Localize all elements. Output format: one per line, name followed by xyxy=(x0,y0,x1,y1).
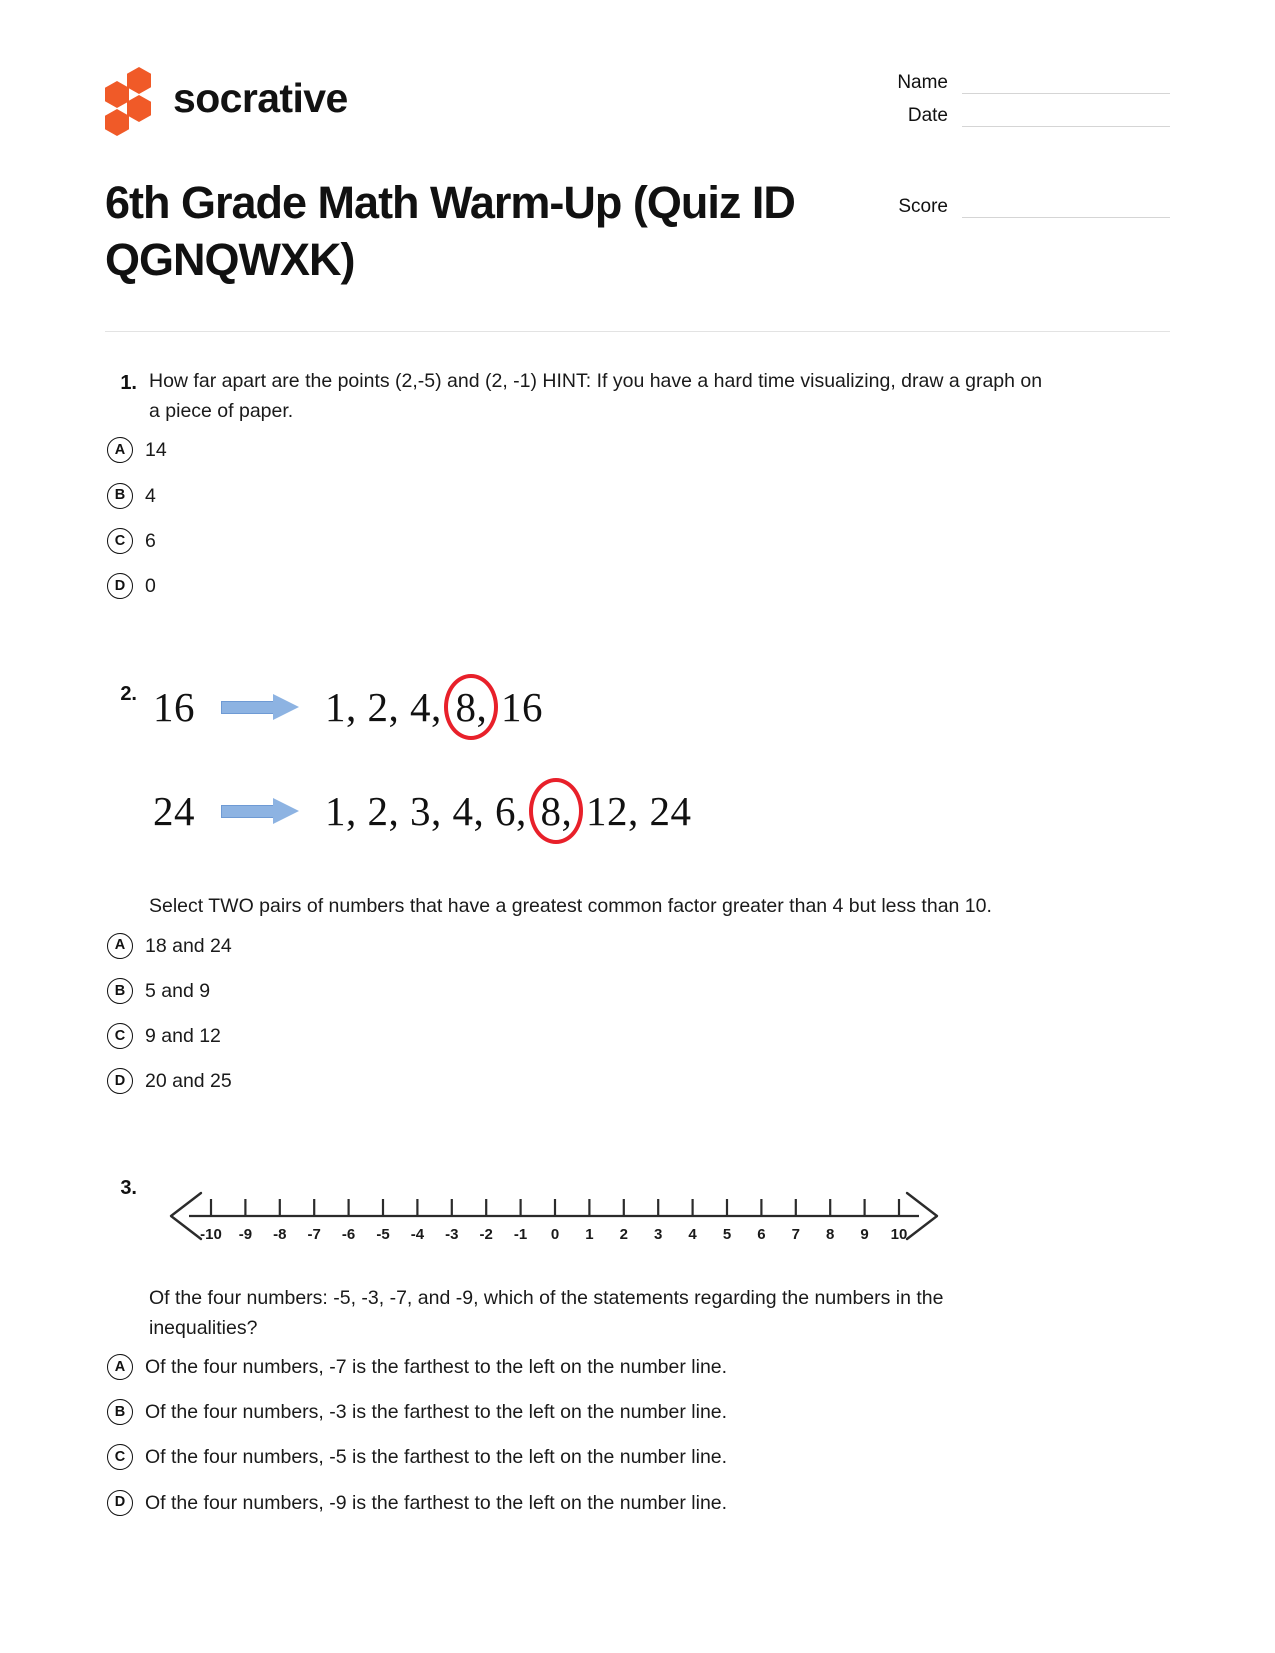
number-line-tick-label: 8 xyxy=(826,1225,835,1243)
number-line-tick-label: -1 xyxy=(513,1225,528,1243)
choice-label-c: Of the four numbers, -5 is the farthest to the left on the number line. xyxy=(145,1446,728,1469)
number-line-tick-label: 6 xyxy=(757,1225,766,1243)
number-line-tick-label: -5 xyxy=(376,1225,390,1243)
choice-c[interactable] xyxy=(107,1443,1170,1472)
factor-row-24 xyxy=(153,787,1170,835)
score-input-line[interactable] xyxy=(962,198,1170,218)
question-3 xyxy=(105,1171,1170,1534)
date-label: Date xyxy=(907,104,948,126)
number-line-tick-label: -9 xyxy=(238,1225,253,1243)
name-row xyxy=(850,73,1170,94)
number-line-tick-label: -10 xyxy=(200,1225,222,1243)
number-line-tick-label: -2 xyxy=(479,1225,493,1243)
question-2 xyxy=(105,677,1170,1112)
number-line-tick-label: -6 xyxy=(341,1225,356,1243)
question-text: How far apart are the points (2,-5) and (2, -1) HINT: If you have a hard time visualizing, draw a graph on a piece of paper. xyxy=(149,369,1043,423)
socrative-hexagons-icon xyxy=(105,67,159,129)
choice-bubble-c[interactable]: C xyxy=(107,528,133,554)
hexagon-icon xyxy=(127,67,151,94)
choice-c[interactable] xyxy=(107,527,1170,556)
hexagon-icon xyxy=(105,109,129,136)
choice-bubble-c[interactable]: C xyxy=(107,1444,133,1470)
choices-list xyxy=(114,1353,1170,1518)
choice-label-b: Of the four numbers, -3 is the farthest to the left on the number line. xyxy=(145,1401,728,1424)
number-line-svg xyxy=(159,1171,949,1261)
choice-label-c: 9 and 12 xyxy=(145,1025,221,1048)
choice-bubble-a[interactable]: A xyxy=(107,1354,133,1380)
choice-d[interactable] xyxy=(107,1067,1170,1096)
choice-label-b: 4 xyxy=(145,484,156,507)
choice-bubble-a[interactable]: A xyxy=(107,933,133,959)
number-line-tick-label: -3 xyxy=(445,1225,459,1243)
number-line-tick-label: 3 xyxy=(654,1225,663,1243)
choice-label-a: Of the four numbers, -7 is the farthest to the left on the number line. xyxy=(145,1355,728,1378)
choice-b[interactable] xyxy=(107,977,1170,1006)
choice-a[interactable] xyxy=(107,932,1170,961)
factors-after: 16 xyxy=(501,684,543,731)
date-input-line[interactable] xyxy=(962,107,1170,127)
score-row xyxy=(850,197,1170,218)
choice-label-d: 0 xyxy=(145,575,156,598)
circled-factor: 8, xyxy=(453,683,491,731)
choice-bubble-d[interactable]: D xyxy=(107,1068,133,1094)
right-arrow-icon xyxy=(221,798,299,824)
factor-list xyxy=(325,683,543,731)
choice-bubble-b[interactable]: B xyxy=(107,978,133,1004)
student-info-block xyxy=(850,55,1170,230)
choice-label-c: 6 xyxy=(145,529,156,552)
choice-bubble-d[interactable]: D xyxy=(107,1490,133,1516)
header-divider xyxy=(105,331,1170,332)
factor-lists-figure xyxy=(153,683,1170,835)
number-line-tick-label: 7 xyxy=(791,1225,800,1243)
choice-label-a: 18 and 24 xyxy=(145,934,232,957)
factors-after: 12, 24 xyxy=(586,788,692,835)
factors-before: 1, 2, 4, xyxy=(325,684,442,731)
factor-row-number: 24 xyxy=(153,788,195,835)
page-title: 6th Grade Math Warm-Up (Quiz ID QGNQWXK) xyxy=(105,176,795,286)
choice-label-d: Of the four numbers, -9 is the farthest to the left on the number line. xyxy=(145,1491,728,1514)
right-arrow-icon xyxy=(221,694,299,720)
choice-b[interactable] xyxy=(107,482,1170,511)
choice-d[interactable] xyxy=(107,572,1170,601)
choices-list xyxy=(114,932,1170,1097)
number-line-tick-label: 10 xyxy=(890,1225,908,1243)
question-number: 2. xyxy=(120,683,137,706)
number-line-tick-label: 4 xyxy=(688,1225,697,1243)
factors-before: 1, 2, 3, 4, 6, xyxy=(325,788,527,835)
choice-bubble-a[interactable]: A xyxy=(107,437,133,463)
choice-bubble-b[interactable]: B xyxy=(107,483,133,509)
number-line-tick-label: -4 xyxy=(410,1225,425,1243)
choice-c[interactable] xyxy=(107,1022,1170,1051)
socrative-logo xyxy=(105,55,348,129)
hexagon-icon xyxy=(105,81,129,108)
name-input-line[interactable] xyxy=(962,74,1170,94)
question-text: Of the four numbers: -5, -3, -7, and -9, which of the statements regarding the numbers in the inequalities? xyxy=(149,1286,944,1339)
choice-bubble-c[interactable]: C xyxy=(107,1023,133,1049)
number-line-tick-label: 5 xyxy=(722,1225,732,1243)
number-line-tick-label: 1 xyxy=(585,1225,594,1243)
question-number: 3. xyxy=(120,1176,137,1199)
choice-label-b: 5 and 9 xyxy=(145,979,211,1002)
choice-bubble-b[interactable]: B xyxy=(107,1399,133,1425)
choice-a[interactable] xyxy=(107,1353,1170,1382)
choice-b[interactable] xyxy=(107,1398,1170,1427)
choice-a[interactable] xyxy=(107,436,1170,465)
questions-list xyxy=(0,366,1275,1534)
question-1 xyxy=(105,366,1170,617)
date-row xyxy=(850,106,1170,127)
choice-bubble-d[interactable]: D xyxy=(107,573,133,599)
number-line-tick-label: -8 xyxy=(273,1225,287,1243)
factor-row-number: 16 xyxy=(153,684,195,731)
number-line-tick-label: -7 xyxy=(307,1225,321,1243)
question-number: 1. xyxy=(120,371,137,394)
number-line-tick-label: 2 xyxy=(619,1225,628,1243)
question-text: Select TWO pairs of numbers that have a greatest common factor greater than 4 but less than 10. xyxy=(149,895,992,918)
number-line-tick-label: 9 xyxy=(860,1225,869,1243)
hexagon-icon xyxy=(127,95,151,122)
brand-name: socrative xyxy=(173,74,348,121)
choice-label-d: 20 and 25 xyxy=(145,1070,232,1093)
name-label: Name xyxy=(897,72,948,93)
score-label: Score xyxy=(898,195,948,217)
number-line-tick-label: 0 xyxy=(550,1225,560,1243)
factor-row-16 xyxy=(153,683,1170,731)
number-line-figure xyxy=(159,1171,959,1261)
choice-d[interactable] xyxy=(107,1489,1170,1518)
factor-list xyxy=(325,787,692,835)
circled-factor: 8, xyxy=(538,787,576,835)
choices-list xyxy=(114,436,1170,601)
choice-label-a: 14 xyxy=(145,439,167,462)
